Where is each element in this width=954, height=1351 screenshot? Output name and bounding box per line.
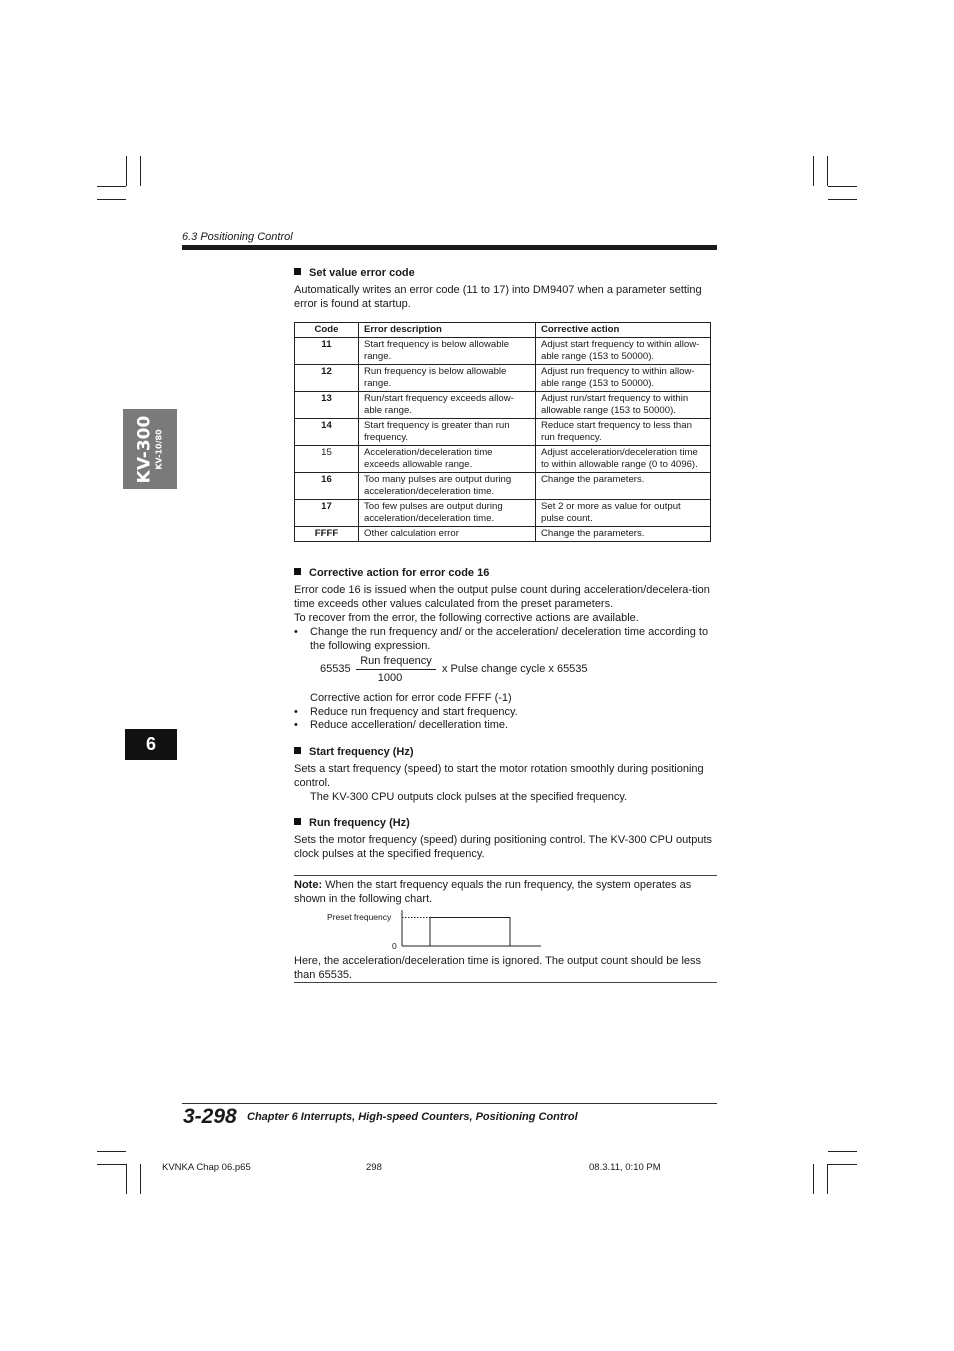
row-action: Adjust start frequency to within allow-able range (153 to 50000). [536, 338, 711, 365]
start-freq-body2: The KV-300 CPU outputs clock pulses at the specified frequency. [310, 791, 628, 803]
note-top-rule [294, 875, 717, 876]
start-freq-section [294, 745, 717, 804]
side-tab [123, 409, 177, 489]
note-label: Note: [294, 879, 323, 891]
side-tab-title: KV-300 [134, 415, 155, 483]
formula-denominator: 1000 [377, 672, 403, 684]
square-bullet-icon [294, 568, 301, 575]
run-freq-section [294, 816, 717, 861]
row-desc: Too few pulses are output during acceleration/deceleration time. [359, 500, 536, 527]
frequency-chart [398, 908, 544, 950]
page-number: 3-298 [183, 1105, 237, 1128]
table-row [295, 446, 711, 473]
chapter-tab: 6 [125, 729, 177, 760]
formula-numerator: Run frequency [360, 655, 432, 667]
table-row [295, 527, 711, 542]
row-code: FFFF [295, 527, 359, 542]
row-desc: Run frequency is below allowable range. [359, 365, 536, 392]
row-action: Adjust run frequency to within allow-able range (153 to 50000). [536, 365, 711, 392]
square-bullet-icon [294, 268, 301, 275]
row-desc: Acceleration/deceleration time exceeds allowable range. [359, 446, 536, 473]
run-freq-body: Sets the motor frequency (speed) during positioning control. The KV-300 CPU outputs clock pulses at the specified frequency. [294, 834, 713, 860]
chart-zero-label: 0 [392, 941, 397, 951]
set-value-body: Automatically writes an error code (11 to 17) into DM9407 when a parameter setting error is found at startup. [294, 284, 702, 310]
header-desc: Error description [359, 323, 536, 338]
slug-sheet: 298 [366, 1162, 382, 1173]
slug-date: 08.3.11, 0:10 PM [589, 1162, 661, 1173]
corrective16-body2: To recover from the error, the following corrective actions are available. [294, 612, 639, 624]
footer-rule [182, 1103, 717, 1104]
corrective16-section [294, 566, 717, 653]
set-value-section [294, 266, 717, 311]
formula-right: x Pulse change cycle x 65535 [442, 663, 588, 675]
table-row [295, 473, 711, 500]
bullet-text: Reduce accelleration/ decelleration time. [310, 719, 509, 731]
table-row [295, 365, 711, 392]
row-action: Set 2 or more as value for output pulse count. [536, 500, 711, 527]
row-code: 12 [295, 365, 359, 392]
set-value-title: Set value error code [309, 267, 415, 279]
row-action: Reduce start frequency to less than run frequency. [536, 419, 711, 446]
square-bullet-icon [294, 747, 301, 754]
bullet-item: • Change the run frequency and/ or the acceleration/ deceleration time according to the following expression. [294, 625, 717, 653]
row-action: Change the parameters. [536, 527, 711, 542]
bullet-text: Change the run frequency and/ or the acceleration/ deceleration time according to the following expression. [310, 626, 709, 652]
chart-ylabel: Preset frequency [327, 912, 392, 922]
slug-filename: KVNKA Chap 06.p65 [162, 1162, 251, 1173]
row-action: Adjust run/start frequency to within allowable range (153 to 50000). [536, 392, 711, 419]
formula-left: 65535 [320, 663, 351, 675]
row-code: 17 [295, 500, 359, 527]
bullet-item: • Reduce accelleration/ decelleration time. [294, 719, 509, 731]
header-action: Corrective action [536, 323, 711, 338]
section-header: 6.3 Positioning Control [182, 231, 293, 243]
row-code: 14 [295, 419, 359, 446]
formula-fraction-bar [356, 669, 436, 670]
error-code-table [294, 322, 711, 542]
footer-chapter: Chapter 6 Interrupts, High-speed Counters, Positioning Control [247, 1111, 578, 1123]
chart-pulse-shape [430, 918, 510, 947]
note-after: Here, the acceleration/deceleration time is ignored. The output count should be less than 65535. [294, 955, 702, 981]
run-freq-title: Run frequency (Hz) [309, 817, 410, 829]
corrective16-body1: Error code 16 is issued when the output pulse count during acceleration/decelera-tion time exceeds other values calculated from the preset parameters. [294, 584, 710, 610]
square-bullet-icon [294, 818, 301, 825]
row-action: Change the parameters. [536, 473, 711, 500]
note-bottom-rule [294, 982, 717, 983]
bullet-text: Reduce run frequency and start frequency. [310, 706, 518, 718]
row-desc: Start frequency is below allowable range. [359, 338, 536, 365]
row-code: 16 [295, 473, 359, 500]
note-text [294, 878, 717, 906]
table-row [295, 338, 711, 365]
row-action: Adjust acceleration/deceleration time to within allowable range (0 to 4096). [536, 446, 711, 473]
note-body: When the start frequency equals the run frequency, the system operates as shown in the following chart. [294, 879, 692, 905]
table-row [295, 392, 711, 419]
header-code: Code [295, 323, 359, 338]
row-desc: Run/start frequency exceeds allow-able range. [359, 392, 536, 419]
row-code: 15 [295, 446, 359, 473]
ffff-line: Corrective action for error code FFFF (-1) [310, 692, 512, 704]
table-header-row [295, 323, 711, 338]
corrective16-title: Corrective action for error code 16 [309, 567, 490, 579]
table-row [295, 500, 711, 527]
row-code: 13 [295, 392, 359, 419]
row-desc: Start frequency is greater than run frequency. [359, 419, 536, 446]
header-rule [182, 245, 717, 250]
side-tab-subtitle: KV-10/80 [154, 428, 164, 470]
row-code: 11 [295, 338, 359, 365]
row-desc: Too many pulses are output during acceleration/deceleration time. [359, 473, 536, 500]
bullet-item: • Reduce run frequency and start frequency. [294, 706, 518, 718]
row-desc: Other calculation error [359, 527, 536, 542]
start-freq-body1: Sets a start frequency (speed) to start the motor rotation smoothly during positioning control. [294, 763, 704, 789]
table-row [295, 419, 711, 446]
start-freq-title: Start frequency (Hz) [309, 746, 414, 758]
